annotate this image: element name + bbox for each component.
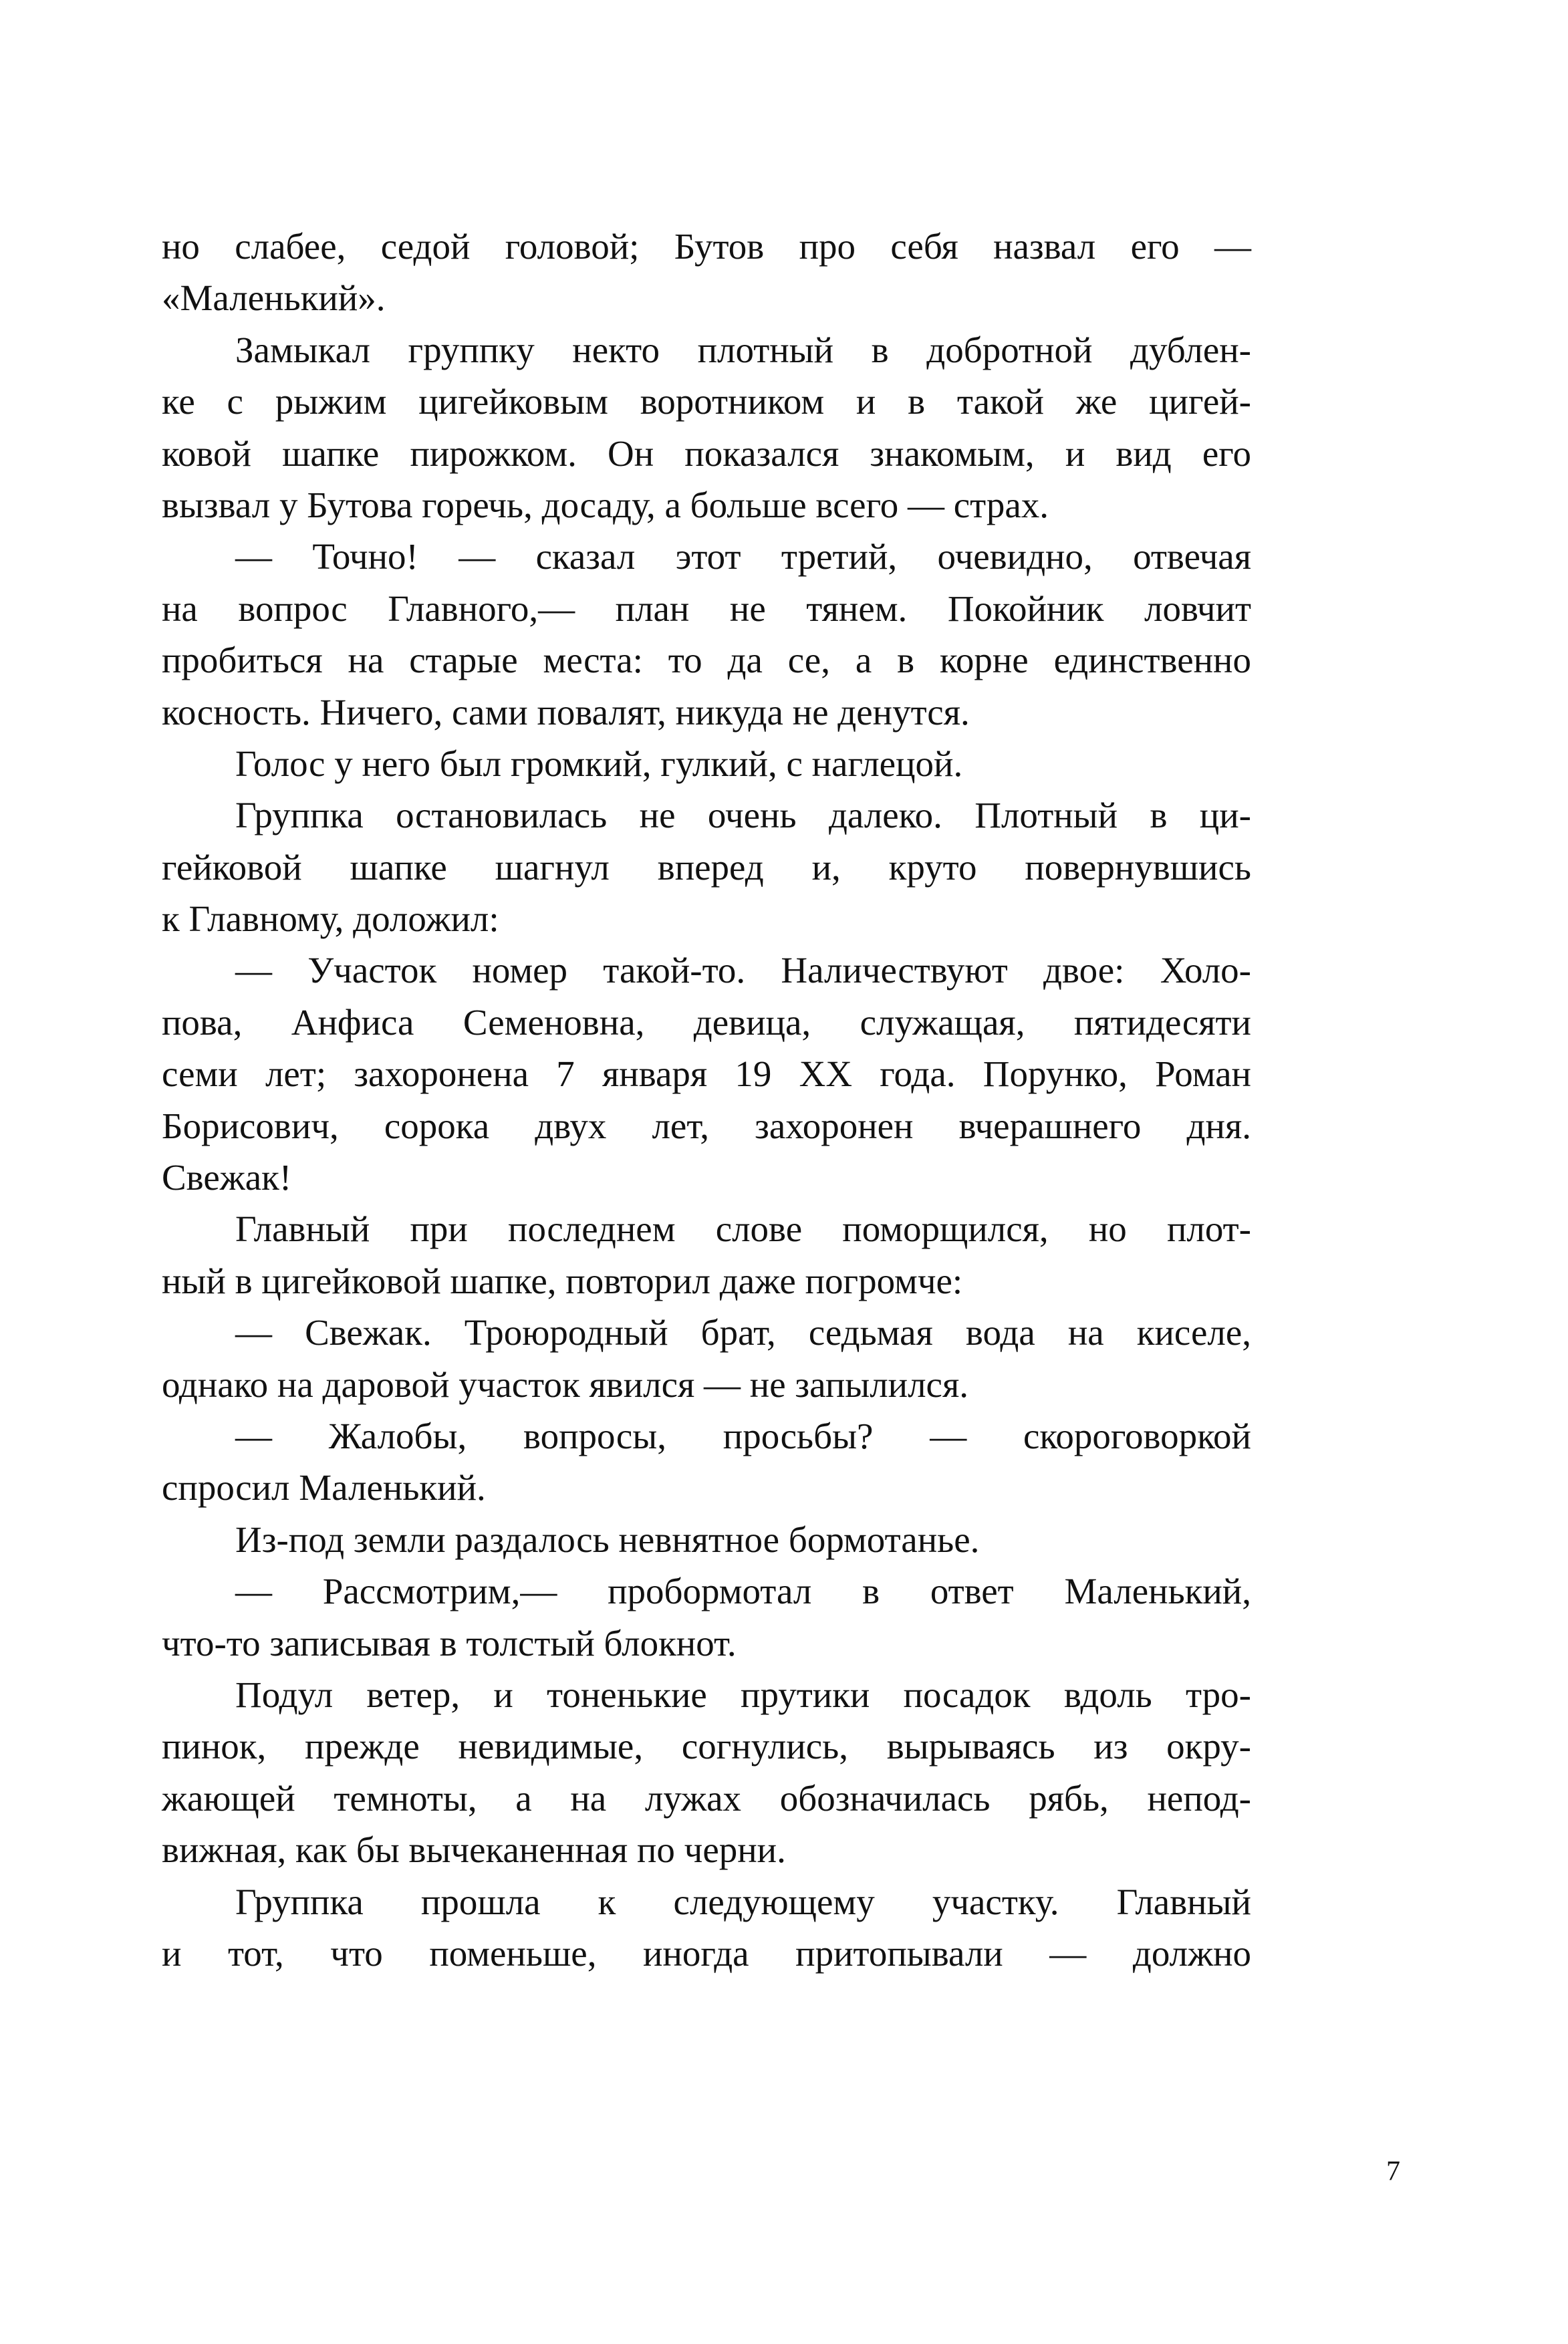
text-line: — Рассмотрим,— пробормотал в ответ Маленький,: [235, 1571, 1251, 1612]
text-line: — Точно! — сказал этот третий, очевидно, отвечая: [235, 536, 1251, 577]
text-line: вызвал у Бутова горечь, досаду, а больше всего — страх.: [162, 484, 1049, 525]
text-line: Из-под земли раздалось невнятное бормотанье.: [235, 1519, 980, 1560]
text-line: однако на даровой участок явился — не запылился.: [162, 1363, 968, 1405]
text-line: Главный при последнем слове поморщился, но плот-: [235, 1208, 1251, 1250]
text-line: косность. Ничего, сами повалят, никуда не денутся.: [162, 691, 970, 733]
text-line: Группка остановилась не очень далеко. Плотный в ци-: [235, 795, 1251, 836]
text-line: Голос у него был громкий, гулкий, с наглецой.: [235, 743, 963, 784]
text-line: — Свежак. Троюродный брат, седьмая вода на киселе,: [235, 1312, 1251, 1353]
text-line: но слабее, седой головой; Бутов про себя назвал его —: [162, 226, 1251, 267]
text-line: Группка прошла к следующему участку. Главный: [235, 1881, 1251, 1922]
text-line: гейковой шапке шагнул вперед и, круто повернувшись: [162, 846, 1251, 888]
text-line: вижная, как бы вычеканенная по черни.: [162, 1829, 786, 1871]
text-line: «Маленький».: [162, 277, 386, 319]
text-line: пинок, прежде невидимые, согнулись, вырываясь из окру-: [162, 1726, 1251, 1767]
body-text: [162, 221, 1251, 1979]
text-line: на вопрос Главного,— план не тянем. Покойник ловчит: [162, 588, 1251, 629]
text-line: ный в цигейковой шапке, повторил даже погромче:: [162, 1260, 963, 1301]
text-line: Борисович, сорока двух лет, захоронен вчерашнего дня.: [162, 1105, 1251, 1146]
text-line: семи лет; захоронена 7 января 19 XX года. Порунко, Роман: [162, 1053, 1251, 1095]
text-line: ке с рыжим цигейковым воротником и в такой же цигей-: [162, 381, 1251, 422]
text-line: спросил Маленький.: [162, 1467, 486, 1509]
page-number: 7: [1386, 2156, 1400, 2187]
text-line: к Главному, доложил:: [162, 898, 499, 940]
text-line: и тот, что поменьше, иногда притопывали — должно: [162, 1932, 1251, 1974]
text-line: что-то записывая в толстый блокнот.: [162, 1622, 737, 1664]
text-line: пова, Анфиса Семеновна, девица, служащая, пятидесяти: [162, 1001, 1251, 1043]
text-line: — Жалобы, вопросы, просьбы? — скороговоркой: [235, 1415, 1251, 1456]
text-line: Свежак!: [162, 1157, 292, 1198]
text-line: — Участок номер такой-то. Наличествуют двое: Холо-: [235, 950, 1251, 991]
text-line: Замыкал группку некто плотный в добротной дублен-: [235, 329, 1251, 370]
text-line: Подул ветер, и тоненькие прутики посадок вдоль тро-: [235, 1674, 1251, 1715]
text-line: жающей темноты, а на лужах обозначилась рябь, непод-: [162, 1777, 1251, 1819]
text-line: ковой шапке пирожком. Он показался знакомым, и вид его: [162, 432, 1251, 474]
text-line: пробиться на старые места: то да се, а в корне единственно: [162, 640, 1251, 681]
